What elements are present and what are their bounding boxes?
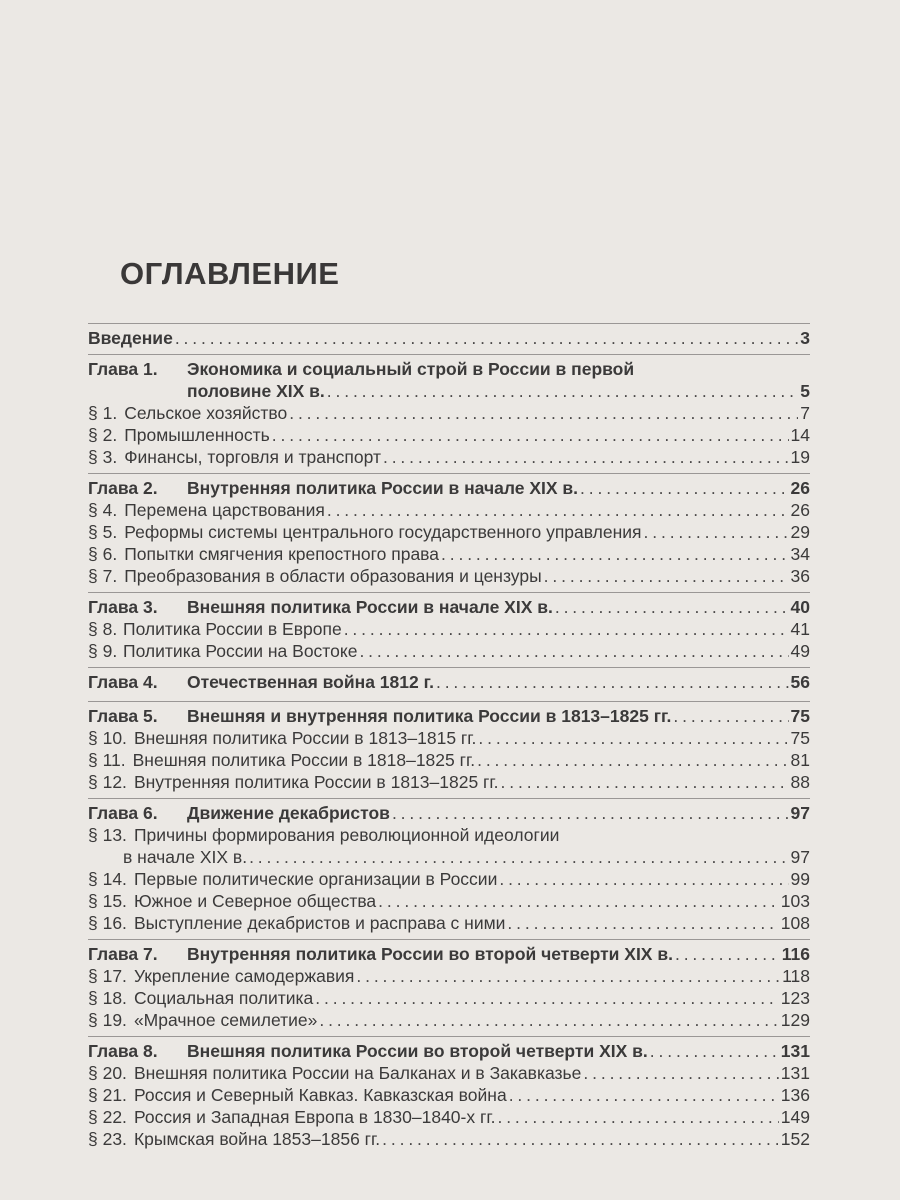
section-number: § 9. bbox=[88, 641, 118, 661]
toc-row[interactable] bbox=[88, 965, 810, 987]
page-number: 26 bbox=[790, 500, 810, 520]
dot-leader bbox=[675, 943, 780, 965]
section-number: § 5. bbox=[88, 522, 118, 542]
entry-title: Сельское хозяйство bbox=[124, 403, 288, 423]
toc-row[interactable] bbox=[88, 1106, 810, 1128]
toc-row[interactable] bbox=[88, 565, 810, 587]
page-number: 88 bbox=[790, 772, 810, 792]
dot-leader bbox=[289, 402, 798, 424]
chapter-number: Глава 6. bbox=[88, 803, 158, 823]
page-number: 118 bbox=[782, 966, 810, 986]
section-number: § 12. bbox=[88, 772, 127, 792]
toc-row[interactable] bbox=[88, 1128, 810, 1150]
section-entry[interactable] bbox=[88, 1009, 810, 1031]
section-number: § 21. bbox=[88, 1085, 127, 1105]
page-number: 81 bbox=[790, 750, 810, 770]
toc-row[interactable] bbox=[88, 473, 810, 499]
toc-row[interactable] bbox=[88, 912, 810, 934]
toc-row[interactable] bbox=[88, 749, 810, 771]
page-number: 97 bbox=[790, 803, 810, 823]
toc-row[interactable] bbox=[88, 824, 810, 846]
chapter-number: Глава 7. bbox=[88, 944, 158, 964]
page-number: 5 bbox=[800, 381, 810, 401]
section-entry[interactable] bbox=[88, 402, 810, 424]
dot-leader bbox=[441, 543, 789, 565]
dot-leader bbox=[327, 380, 798, 402]
page-number: 26 bbox=[790, 478, 810, 498]
section-entry[interactable] bbox=[88, 1062, 810, 1084]
entry-title: Внешняя политика России в начале XIX в. bbox=[187, 597, 553, 617]
toc-row[interactable] bbox=[88, 521, 810, 543]
dot-leader bbox=[555, 596, 789, 618]
entry-title: Отечественная война 1812 г. bbox=[187, 672, 434, 692]
page-number: 34 bbox=[790, 544, 810, 564]
dot-leader bbox=[477, 749, 788, 771]
page-number: 97 bbox=[790, 847, 810, 867]
entry-title: Введение bbox=[88, 328, 173, 348]
toc-row[interactable] bbox=[88, 701, 810, 727]
page-number: 19 bbox=[790, 447, 810, 467]
section-number: § 11. bbox=[88, 750, 126, 770]
dot-leader bbox=[327, 499, 789, 521]
dot-leader bbox=[359, 640, 788, 662]
page-title: ОГЛАВЛЕНИЕ bbox=[120, 256, 340, 291]
section-number: § 8. bbox=[88, 619, 118, 639]
chapter-entry[interactable] bbox=[88, 323, 810, 349]
section-number: § 13. bbox=[88, 825, 127, 845]
section-entry[interactable] bbox=[88, 771, 810, 793]
toc-row[interactable] bbox=[88, 402, 810, 424]
section-entry[interactable] bbox=[88, 868, 810, 890]
dot-leader bbox=[478, 727, 788, 749]
toc-row[interactable] bbox=[88, 354, 810, 380]
page-number: 103 bbox=[780, 891, 810, 911]
section-number: § 16. bbox=[88, 913, 127, 933]
section-number: § 6. bbox=[88, 544, 118, 564]
dot-leader bbox=[382, 1128, 779, 1150]
dot-leader bbox=[249, 846, 788, 868]
section-number: § 7. bbox=[88, 566, 118, 586]
chapter-entry[interactable] bbox=[88, 939, 810, 965]
dot-leader bbox=[392, 802, 789, 824]
section-number: § 15. bbox=[88, 891, 127, 911]
dot-leader bbox=[497, 1106, 778, 1128]
entry-title: Экономика и социальный строй в России в первой bbox=[187, 359, 635, 379]
entry-title: Внутренняя политика России в 1813–1825 гг. bbox=[133, 772, 499, 792]
entry-title: Попытки смягчения крепостного права bbox=[124, 544, 440, 564]
dot-leader bbox=[499, 868, 788, 890]
toc-row[interactable] bbox=[88, 939, 810, 965]
section-entry[interactable] bbox=[88, 1106, 810, 1128]
toc-row[interactable] bbox=[88, 380, 810, 402]
page-number: 29 bbox=[790, 522, 810, 542]
section-number: § 2. bbox=[88, 425, 118, 445]
toc-row[interactable] bbox=[88, 543, 810, 565]
dot-leader bbox=[580, 477, 788, 499]
entry-title: Внутренняя политика России во второй четверти XIX в. bbox=[187, 944, 673, 964]
section-number: § 1. bbox=[88, 403, 118, 423]
section-entry[interactable] bbox=[88, 1084, 810, 1106]
section-number: § 14. bbox=[88, 869, 127, 889]
section-entry[interactable] bbox=[88, 987, 810, 1009]
page-number: 49 bbox=[790, 641, 810, 661]
toc-row[interactable] bbox=[88, 846, 810, 868]
entry-title: Внутренняя политика России в начале XIX в. bbox=[187, 478, 579, 498]
chapter-entry[interactable] bbox=[88, 798, 810, 824]
page-number: 36 bbox=[790, 566, 810, 586]
entry-title: Политика России в Европе bbox=[123, 619, 342, 639]
entry-title: в начале XIX в. bbox=[123, 847, 248, 867]
toc-row[interactable] bbox=[88, 987, 810, 1009]
section-entry[interactable] bbox=[88, 640, 810, 662]
section-number: § 3. bbox=[88, 447, 118, 467]
toc-row[interactable] bbox=[88, 424, 810, 446]
table-of-contents bbox=[88, 318, 810, 1150]
section-entry[interactable] bbox=[88, 1128, 810, 1150]
entry-title: Внешняя политика России в 1813–1815 гг. bbox=[133, 728, 477, 748]
section-number: § 19. bbox=[88, 1010, 127, 1030]
page-number: 136 bbox=[780, 1085, 810, 1105]
dot-leader bbox=[356, 965, 780, 987]
chapter-entry[interactable] bbox=[88, 592, 810, 618]
chapter-number: Глава 3. bbox=[88, 597, 158, 617]
chapter-entry[interactable] bbox=[88, 667, 810, 693]
entry-title: Перемена царствования bbox=[124, 500, 325, 520]
section-number: § 17. bbox=[88, 966, 127, 986]
toc-row[interactable] bbox=[88, 618, 810, 640]
entry-title: Реформы системы центрального государственного управления bbox=[124, 522, 642, 542]
page-number: 14 bbox=[790, 425, 810, 445]
page-number: 3 bbox=[800, 328, 810, 348]
entry-title: Финансы, торговля и транспорт bbox=[124, 447, 381, 467]
toc-row[interactable] bbox=[88, 323, 810, 349]
section-number: § 18. bbox=[88, 988, 127, 1008]
section-number: § 20. bbox=[88, 1063, 127, 1083]
page-number: 152 bbox=[780, 1129, 810, 1149]
entry-title: «Мрачное семилетие» bbox=[133, 1010, 318, 1030]
entry-title: Крымская война 1853–1856 гг. bbox=[133, 1129, 381, 1149]
entry-title: Россия и Северный Кавказ. Кавказская война bbox=[133, 1085, 507, 1105]
entry-title: Россия и Западная Европа в 1830–1840-х гг. bbox=[133, 1107, 496, 1127]
toc-row[interactable] bbox=[88, 1036, 810, 1062]
toc-row[interactable] bbox=[88, 1009, 810, 1031]
toc-row[interactable] bbox=[88, 446, 810, 468]
chapter-entry[interactable] bbox=[88, 1036, 810, 1062]
dot-leader bbox=[315, 987, 779, 1009]
toc-row[interactable] bbox=[88, 1062, 810, 1084]
page-number: 41 bbox=[790, 619, 810, 639]
section-number: § 10. bbox=[88, 728, 127, 748]
dot-leader bbox=[436, 671, 789, 693]
page-number: 123 bbox=[780, 988, 810, 1008]
entry-title: Движение декабристов bbox=[187, 803, 390, 823]
chapter-number: Глава 5. bbox=[88, 706, 158, 726]
chapter-entry[interactable] bbox=[88, 354, 810, 402]
section-number: § 23. bbox=[88, 1129, 127, 1149]
section-entry[interactable] bbox=[88, 424, 810, 446]
entry-title: Внешняя политика России в 1818–1825 гг. bbox=[132, 750, 476, 770]
dot-leader bbox=[583, 1062, 778, 1084]
dot-leader bbox=[383, 446, 789, 468]
entry-title: Укрепление самодержавия bbox=[133, 966, 355, 986]
entry-title: Социальная политика bbox=[133, 988, 314, 1008]
toc-row[interactable] bbox=[88, 667, 810, 693]
entry-title: Внешняя политика России во второй четверти XIX в. bbox=[187, 1041, 648, 1061]
entry-title: Промышленность bbox=[124, 425, 270, 445]
section-number: § 22. bbox=[88, 1107, 127, 1127]
entry-title: Выступление декабристов и расправа с ними bbox=[133, 913, 506, 933]
section-entry[interactable] bbox=[88, 565, 810, 587]
page-number: 56 bbox=[790, 672, 810, 692]
entry-title: Преобразования в области образования и цензуры bbox=[124, 566, 542, 586]
entry-title: половине XIX в. bbox=[187, 381, 325, 401]
dot-leader bbox=[378, 890, 779, 912]
page-number: 149 bbox=[780, 1107, 810, 1127]
dot-leader bbox=[175, 327, 798, 349]
dot-leader bbox=[509, 1084, 779, 1106]
page-number: 99 bbox=[790, 869, 810, 889]
section-entry[interactable] bbox=[88, 824, 810, 868]
page-number: 40 bbox=[790, 597, 810, 617]
toc-row[interactable] bbox=[88, 890, 810, 912]
dot-leader bbox=[644, 521, 789, 543]
chapter-entry[interactable] bbox=[88, 473, 810, 499]
page-number: 129 bbox=[780, 1010, 810, 1030]
dot-leader bbox=[544, 565, 789, 587]
entry-title: Первые политические организации в России bbox=[133, 869, 498, 889]
chapter-number: Глава 2. bbox=[88, 478, 158, 498]
section-entry[interactable] bbox=[88, 521, 810, 543]
toc-row[interactable] bbox=[88, 868, 810, 890]
chapter-number: Глава 8. bbox=[88, 1041, 158, 1061]
chapter-number: Глава 4. bbox=[88, 672, 158, 692]
dot-leader bbox=[501, 771, 789, 793]
dot-leader bbox=[272, 424, 789, 446]
toc-row[interactable] bbox=[88, 771, 810, 793]
entry-title: Причины формирования революционной идеологии bbox=[133, 825, 560, 845]
section-entry[interactable] bbox=[88, 618, 810, 640]
page-number: 75 bbox=[790, 706, 810, 726]
entry-title: Внешняя политика России на Балканах и в Закавказье bbox=[133, 1063, 582, 1083]
toc-row[interactable] bbox=[88, 798, 810, 824]
page-number: 7 bbox=[800, 403, 810, 423]
toc-row[interactable] bbox=[88, 499, 810, 521]
page-number: 75 bbox=[790, 728, 810, 748]
section-entry[interactable] bbox=[88, 499, 810, 521]
page-number: 116 bbox=[781, 944, 810, 964]
section-entry[interactable] bbox=[88, 543, 810, 565]
dot-leader bbox=[344, 618, 789, 640]
section-entry[interactable] bbox=[88, 890, 810, 912]
entry-title: Внешняя и внутренняя политика России в 1813–1825 гг. bbox=[187, 706, 672, 726]
section-entry[interactable] bbox=[88, 446, 810, 468]
toc-row[interactable] bbox=[88, 640, 810, 662]
chapter-entry[interactable] bbox=[88, 701, 810, 727]
page-number: 108 bbox=[780, 913, 810, 933]
dot-leader bbox=[673, 705, 788, 727]
dot-leader bbox=[507, 912, 778, 934]
toc-row[interactable] bbox=[88, 592, 810, 618]
page-number: 131 bbox=[780, 1041, 810, 1061]
toc-row[interactable] bbox=[88, 727, 810, 749]
entry-title: Политика России на Востоке bbox=[123, 641, 358, 661]
dot-leader bbox=[319, 1009, 778, 1031]
dot-leader bbox=[650, 1040, 779, 1062]
entry-title: Южное и Северное общества bbox=[133, 891, 377, 911]
page-number: 131 bbox=[780, 1063, 810, 1083]
section-entry[interactable] bbox=[88, 727, 810, 749]
section-number: § 4. bbox=[88, 500, 118, 520]
toc-row[interactable] bbox=[88, 1084, 810, 1106]
section-entry[interactable] bbox=[88, 912, 810, 934]
section-entry[interactable] bbox=[88, 965, 810, 987]
section-entry[interactable] bbox=[88, 749, 810, 771]
chapter-number: Глава 1. bbox=[88, 359, 158, 379]
